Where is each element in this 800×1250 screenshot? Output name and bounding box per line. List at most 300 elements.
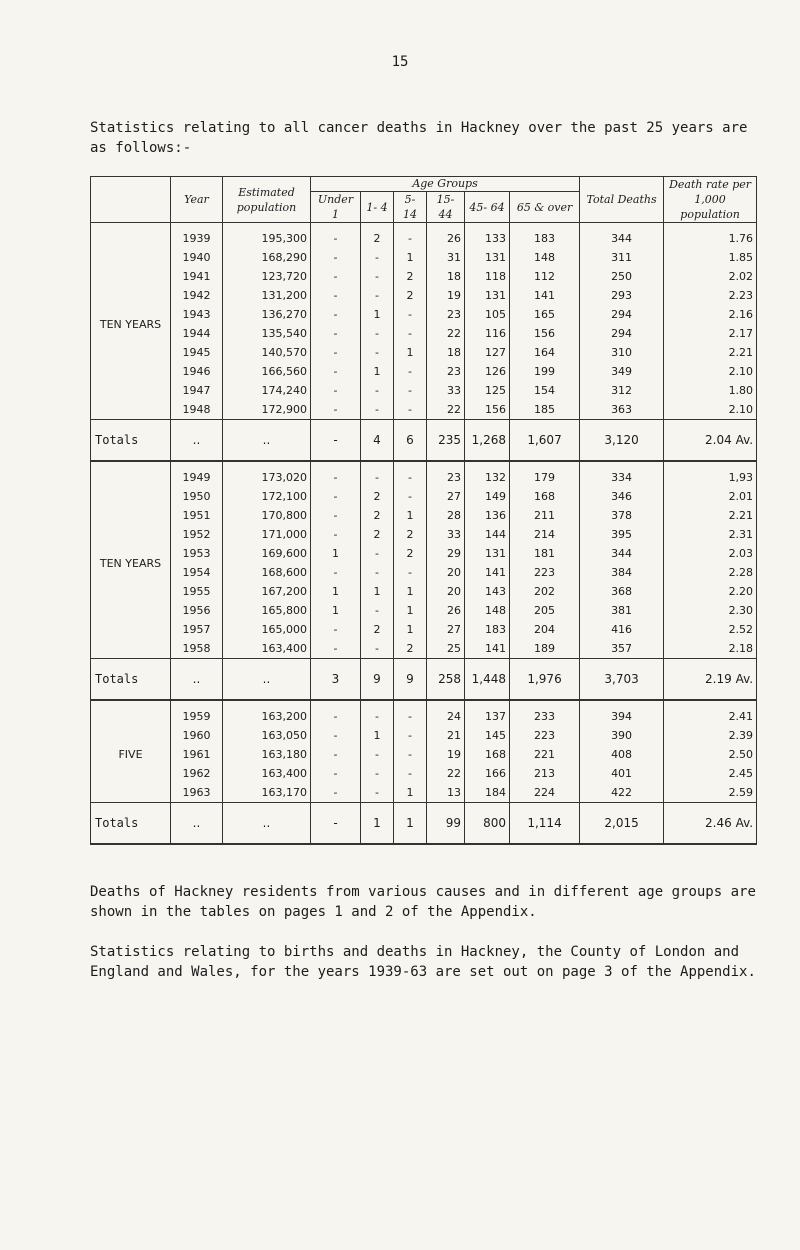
age-15-44-cell: 24 [427, 700, 465, 726]
year-cell: 1940 [171, 248, 223, 267]
total-deaths-cell: 378 [580, 506, 664, 525]
age-5-14-cell: - [394, 745, 427, 764]
age-45-64-cell: 149 [465, 487, 510, 506]
age-45-64-cell: 105 [465, 305, 510, 324]
age-1-4-cell: 1 [361, 362, 394, 381]
age-45-64-cell: 131 [465, 544, 510, 563]
year-cell: 1962 [171, 764, 223, 783]
year-cell: 1941 [171, 267, 223, 286]
appendix-note-1: Deaths of Hackney residents from various causes and in different age groups are shown in the tables on pages 1 and 2 of the Appendix. [90, 884, 756, 920]
death-rate-cell: 1.85 [664, 248, 757, 267]
death-rate-cell: 2.39 [664, 726, 757, 745]
table-row [91, 487, 757, 506]
age-45-64-header: 45- 64 [465, 192, 510, 223]
totals-dots: .. [223, 420, 311, 462]
total-deaths-cell: 381 [580, 601, 664, 620]
total-deaths-cell: 311 [580, 248, 664, 267]
age-45-64-cell: 141 [465, 639, 510, 659]
age-5-14-cell: - [394, 362, 427, 381]
total-deaths-cell: 349 [580, 362, 664, 381]
death-rate-cell: 2.02 [664, 267, 757, 286]
age-1-4-cell: - [361, 700, 394, 726]
table-row [91, 400, 757, 420]
population-cell: 170,800 [223, 506, 311, 525]
table-row [91, 286, 757, 305]
table-row [91, 563, 757, 582]
age-15-44-cell: 22 [427, 764, 465, 783]
age-45-64-cell: 143 [465, 582, 510, 601]
age-5-14-cell: 2 [394, 525, 427, 544]
under-1-cell: - [311, 563, 361, 582]
table-row [91, 601, 757, 620]
total-deaths-cell: 401 [580, 764, 664, 783]
age-1-4-cell: - [361, 745, 394, 764]
age-1-4-cell: - [361, 400, 394, 420]
totals-row [91, 803, 757, 845]
age-5-14-cell: - [394, 764, 427, 783]
totals-age-65-over-cell: 1,114 [510, 803, 580, 845]
age-5-14-cell: - [394, 700, 427, 726]
totals-age-45-64-cell: 1,448 [465, 659, 510, 701]
table-row [91, 223, 757, 249]
totals-age-1-4-cell: 1 [361, 803, 394, 845]
age-65-over-cell: 213 [510, 764, 580, 783]
age-45-64-cell: 133 [465, 223, 510, 249]
population-cell: 123,720 [223, 267, 311, 286]
age-45-64-cell: 145 [465, 726, 510, 745]
totals-death-rate-cell: 2.04 Av. [664, 420, 757, 462]
age-65-over-cell: 181 [510, 544, 580, 563]
age-65-over-cell: 221 [510, 745, 580, 764]
age-65-over-cell: 202 [510, 582, 580, 601]
total-deaths-cell: 344 [580, 223, 664, 249]
under-1-cell: 1 [311, 601, 361, 620]
age-5-14-cell: - [394, 726, 427, 745]
year-cell: 1944 [171, 324, 223, 343]
age-15-44-cell: 19 [427, 286, 465, 305]
population-cell: 163,200 [223, 700, 311, 726]
year-cell: 1960 [171, 726, 223, 745]
death-rate-cell: 1.80 [664, 381, 757, 400]
year-cell: 1945 [171, 343, 223, 362]
table-row [91, 764, 757, 783]
total-deaths-cell: 422 [580, 783, 664, 803]
totals-dots: .. [171, 803, 223, 845]
under-1-cell: - [311, 620, 361, 639]
death-rate-cell: 2.52 [664, 620, 757, 639]
table-row [91, 305, 757, 324]
age-65-over-cell: 204 [510, 620, 580, 639]
age-5-14-cell: 2 [394, 544, 427, 563]
age-45-64-cell: 141 [465, 563, 510, 582]
population-cell: 163,400 [223, 764, 311, 783]
under-1-cell: - [311, 783, 361, 803]
age-1-4-cell: 2 [361, 620, 394, 639]
year-cell: 1958 [171, 639, 223, 659]
total-deaths-cell: 294 [580, 305, 664, 324]
table-row [91, 525, 757, 544]
age-5-14-cell: 1 [394, 783, 427, 803]
age-45-64-cell: 184 [465, 783, 510, 803]
age-45-64-cell: 131 [465, 248, 510, 267]
age-65-over-cell: 214 [510, 525, 580, 544]
totals-age-65-over-cell: 1,607 [510, 420, 580, 462]
age-1-4-cell: - [361, 343, 394, 362]
age-1-4-cell: - [361, 248, 394, 267]
age-45-64-cell: 131 [465, 286, 510, 305]
table-row [91, 506, 757, 525]
age-1-4-cell: - [361, 783, 394, 803]
table-row [91, 620, 757, 639]
age-5-14-cell: 1 [394, 582, 427, 601]
age-1-4-cell: - [361, 544, 394, 563]
year-cell: 1946 [171, 362, 223, 381]
death-rate-cell: 2.16 [664, 305, 757, 324]
table-row [91, 582, 757, 601]
population-header: Estimated population [223, 177, 311, 223]
age-65-over-cell: 154 [510, 381, 580, 400]
year-cell: 1943 [171, 305, 223, 324]
appendix-note-2: Statistics relating to births and deaths in Hackney, the County of London and England and Wales, for the years 1939-63 are set out on page 3 of the Appendix. [90, 944, 756, 980]
table-row [91, 362, 757, 381]
death-rate-cell: 2.10 [664, 362, 757, 381]
death-rate-cell: 2.03 [664, 544, 757, 563]
population-cell: 135,540 [223, 324, 311, 343]
population-cell: 172,100 [223, 487, 311, 506]
year-cell: 1956 [171, 601, 223, 620]
under-1-cell: - [311, 639, 361, 659]
age-15-44-cell: 13 [427, 783, 465, 803]
age-15-44-cell: 21 [427, 726, 465, 745]
death-rate-cell: 2.45 [664, 764, 757, 783]
totals-age-5-14-cell: 9 [394, 659, 427, 701]
under-1-cell: - [311, 223, 361, 249]
table-row [91, 324, 757, 343]
age-5-14-cell: - [394, 381, 427, 400]
age-65-over-cell: 183 [510, 223, 580, 249]
age-15-44-cell: 22 [427, 400, 465, 420]
table-row [91, 461, 757, 487]
age-45-64-cell: 168 [465, 745, 510, 764]
total-deaths-header: Total Deaths [580, 177, 664, 223]
age-5-14-cell: - [394, 324, 427, 343]
population-cell: 167,200 [223, 582, 311, 601]
age-15-44-cell: 31 [427, 248, 465, 267]
year-cell: 1947 [171, 381, 223, 400]
age-5-14-cell: 1 [394, 601, 427, 620]
year-cell: 1950 [171, 487, 223, 506]
table-row [91, 248, 757, 267]
age-65-over-cell: 179 [510, 461, 580, 487]
under-1-cell: - [311, 324, 361, 343]
age-1-4-cell: 1 [361, 305, 394, 324]
under-1-cell: - [311, 381, 361, 400]
total-deaths-cell: 416 [580, 620, 664, 639]
age-15-44-cell: 23 [427, 461, 465, 487]
age-65-over-cell: 148 [510, 248, 580, 267]
table-row [91, 745, 757, 764]
population-cell: 172,900 [223, 400, 311, 420]
year-cell: 1942 [171, 286, 223, 305]
totals-age-1-4-cell: 4 [361, 420, 394, 462]
totals-dots: .. [171, 659, 223, 701]
under-1-cell: - [311, 525, 361, 544]
age-15-44-cell: 18 [427, 267, 465, 286]
under-1-cell: - [311, 400, 361, 420]
total-deaths-cell: 312 [580, 381, 664, 400]
age-65-over-cell: 165 [510, 305, 580, 324]
totals-under-1-cell: - [311, 420, 361, 462]
population-cell: 163,400 [223, 639, 311, 659]
age-15-44-header: 15- 44 [427, 192, 465, 223]
year-cell: 1949 [171, 461, 223, 487]
under-1-header: Under 1 [311, 192, 361, 223]
age-1-4-cell: 1 [361, 726, 394, 745]
age-45-64-cell: 148 [465, 601, 510, 620]
total-deaths-cell: 394 [580, 700, 664, 726]
under-1-cell: - [311, 343, 361, 362]
age-1-4-cell: - [361, 267, 394, 286]
totals-dots: .. [223, 659, 311, 701]
under-1-cell: - [311, 461, 361, 487]
under-1-cell: 1 [311, 582, 361, 601]
period-label: TEN YEARS [91, 223, 171, 420]
age-1-4-cell: - [361, 286, 394, 305]
age-65-over-cell: 189 [510, 639, 580, 659]
age-5-14-cell: 2 [394, 286, 427, 305]
age-5-14-cell: 1 [394, 506, 427, 525]
death-rate-cell: 2.31 [664, 525, 757, 544]
age-45-64-cell: 183 [465, 620, 510, 639]
under-1-cell: - [311, 305, 361, 324]
death-rate-cell: 2.28 [664, 563, 757, 582]
age-5-14-cell: - [394, 400, 427, 420]
age-1-4-cell: - [361, 381, 394, 400]
age-45-64-cell: 137 [465, 700, 510, 726]
total-deaths-cell: 294 [580, 324, 664, 343]
under-1-cell: - [311, 700, 361, 726]
total-deaths-cell: 250 [580, 267, 664, 286]
totals-row [91, 420, 757, 462]
total-deaths-cell: 310 [580, 343, 664, 362]
death-rate-cell: 2.59 [664, 783, 757, 803]
cancer-deaths-table [90, 176, 757, 845]
age-5-14-cell: - [394, 461, 427, 487]
age-45-64-cell: 132 [465, 461, 510, 487]
year-cell: 1957 [171, 620, 223, 639]
total-deaths-cell: 334 [580, 461, 664, 487]
totals-age-5-14-cell: 1 [394, 803, 427, 845]
year-cell: 1952 [171, 525, 223, 544]
under-1-cell: - [311, 267, 361, 286]
population-cell: 136,270 [223, 305, 311, 324]
total-deaths-cell: 390 [580, 726, 664, 745]
population-cell: 195,300 [223, 223, 311, 249]
year-cell: 1959 [171, 700, 223, 726]
age-45-64-cell: 156 [465, 400, 510, 420]
age-1-4-cell: 2 [361, 506, 394, 525]
table-row [91, 700, 757, 726]
table-row [91, 343, 757, 362]
age-5-14-cell: - [394, 563, 427, 582]
table-row [91, 726, 757, 745]
population-cell: 163,050 [223, 726, 311, 745]
totals-total-deaths-cell: 2,015 [580, 803, 664, 845]
age-15-44-cell: 23 [427, 362, 465, 381]
death-rate-header: Death rate per 1,000 population [664, 177, 757, 223]
year-cell: 1948 [171, 400, 223, 420]
totals-age-5-14-cell: 6 [394, 420, 427, 462]
age-1-4-cell: 2 [361, 487, 394, 506]
population-cell: 165,800 [223, 601, 311, 620]
under-1-cell: - [311, 286, 361, 305]
death-rate-cell: 2.30 [664, 601, 757, 620]
death-rate-cell: 1.76 [664, 223, 757, 249]
age-5-14-cell: - [394, 487, 427, 506]
total-deaths-cell: 395 [580, 525, 664, 544]
age-65-over-cell: 205 [510, 601, 580, 620]
totals-age-65-over-cell: 1,976 [510, 659, 580, 701]
age-65-over-cell: 112 [510, 267, 580, 286]
age-65-over-cell: 141 [510, 286, 580, 305]
totals-death-rate-cell: 2.46 Av. [664, 803, 757, 845]
age-15-44-cell: 33 [427, 525, 465, 544]
age-5-14-cell: 2 [394, 639, 427, 659]
age-65-over-cell: 156 [510, 324, 580, 343]
total-deaths-cell: 384 [580, 563, 664, 582]
totals-age-45-64-cell: 1,268 [465, 420, 510, 462]
age-1-4-cell: - [361, 563, 394, 582]
under-1-cell: - [311, 487, 361, 506]
age-15-44-cell: 26 [427, 223, 465, 249]
population-cell: 165,000 [223, 620, 311, 639]
age-15-44-cell: 20 [427, 582, 465, 601]
age-45-64-cell: 144 [465, 525, 510, 544]
totals-dots: .. [171, 420, 223, 462]
age-65-over-cell: 211 [510, 506, 580, 525]
year-cell: 1939 [171, 223, 223, 249]
death-rate-cell: 2.17 [664, 324, 757, 343]
age-15-44-cell: 20 [427, 563, 465, 582]
age-5-14-cell: 1 [394, 248, 427, 267]
table-row [91, 381, 757, 400]
population-cell: 166,560 [223, 362, 311, 381]
age-45-64-cell: 125 [465, 381, 510, 400]
age-1-4-cell: 2 [361, 223, 394, 249]
age-1-4-cell: 1 [361, 582, 394, 601]
age-65-over-cell: 233 [510, 700, 580, 726]
death-rate-cell: 1,93 [664, 461, 757, 487]
death-rate-cell: 2.18 [664, 639, 757, 659]
age-45-64-cell: 126 [465, 362, 510, 381]
table-row [91, 544, 757, 563]
age-45-64-cell: 136 [465, 506, 510, 525]
population-cell: 174,240 [223, 381, 311, 400]
table-body [91, 223, 757, 845]
death-rate-cell: 2.20 [664, 582, 757, 601]
totals-age-15-44-cell: 99 [427, 803, 465, 845]
totals-row [91, 659, 757, 701]
intro-text: Statistics relating to all cancer deaths in Hackney over the past 25 years are as follows:- [90, 120, 748, 156]
age-1-4-cell: - [361, 639, 394, 659]
age-15-44-cell: 27 [427, 620, 465, 639]
totals-death-rate-cell: 2.19 Av. [664, 659, 757, 701]
age-1-4-header: 1- 4 [361, 192, 394, 223]
population-cell: 173,020 [223, 461, 311, 487]
age-1-4-cell: - [361, 601, 394, 620]
totals-dots: .. [223, 803, 311, 845]
year-cell: 1963 [171, 783, 223, 803]
totals-age-45-64-cell: 800 [465, 803, 510, 845]
total-deaths-cell: 293 [580, 286, 664, 305]
year-cell: 1951 [171, 506, 223, 525]
death-rate-cell: 2.10 [664, 400, 757, 420]
age-65-over-header: 65 & over [510, 192, 580, 223]
age-65-over-cell: 164 [510, 343, 580, 362]
age-65-over-cell: 199 [510, 362, 580, 381]
age-15-44-cell: 28 [427, 506, 465, 525]
total-deaths-cell: 368 [580, 582, 664, 601]
age-65-over-cell: 185 [510, 400, 580, 420]
totals-age-15-44-cell: 235 [427, 420, 465, 462]
age-15-44-cell: 29 [427, 544, 465, 563]
age-45-64-cell: 166 [465, 764, 510, 783]
death-rate-cell: 2.41 [664, 700, 757, 726]
age-5-14-cell: 2 [394, 267, 427, 286]
age-1-4-cell: 2 [361, 525, 394, 544]
year-cell: 1953 [171, 544, 223, 563]
age-15-44-cell: 33 [427, 381, 465, 400]
total-deaths-cell: 346 [580, 487, 664, 506]
age-45-64-cell: 118 [465, 267, 510, 286]
age-groups-header: Age Groups [311, 177, 580, 192]
age-1-4-cell: - [361, 461, 394, 487]
population-cell: 140,570 [223, 343, 311, 362]
year-header: Year [171, 177, 223, 223]
population-cell: 163,170 [223, 783, 311, 803]
age-65-over-cell: 224 [510, 783, 580, 803]
age-65-over-cell: 223 [510, 563, 580, 582]
age-1-4-cell: - [361, 764, 394, 783]
total-deaths-cell: 357 [580, 639, 664, 659]
age-15-44-cell: 26 [427, 601, 465, 620]
population-cell: 168,290 [223, 248, 311, 267]
age-15-44-cell: 23 [427, 305, 465, 324]
age-15-44-cell: 25 [427, 639, 465, 659]
population-cell: 131,200 [223, 286, 311, 305]
year-cell: 1961 [171, 745, 223, 764]
totals-age-1-4-cell: 9 [361, 659, 394, 701]
age-65-over-cell: 168 [510, 487, 580, 506]
death-rate-cell: 2.50 [664, 745, 757, 764]
totals-under-1-cell: - [311, 803, 361, 845]
age-45-64-cell: 127 [465, 343, 510, 362]
period-header [91, 177, 171, 223]
age-65-over-cell: 223 [510, 726, 580, 745]
under-1-cell: - [311, 506, 361, 525]
total-deaths-cell: 344 [580, 544, 664, 563]
age-15-44-cell: 22 [427, 324, 465, 343]
totals-label: Totals [91, 420, 171, 462]
age-15-44-cell: 18 [427, 343, 465, 362]
totals-age-15-44-cell: 258 [427, 659, 465, 701]
totals-under-1-cell: 3 [311, 659, 361, 701]
under-1-cell: - [311, 764, 361, 783]
totals-total-deaths-cell: 3,120 [580, 420, 664, 462]
age-15-44-cell: 27 [427, 487, 465, 506]
total-deaths-cell: 363 [580, 400, 664, 420]
table-row [91, 783, 757, 803]
